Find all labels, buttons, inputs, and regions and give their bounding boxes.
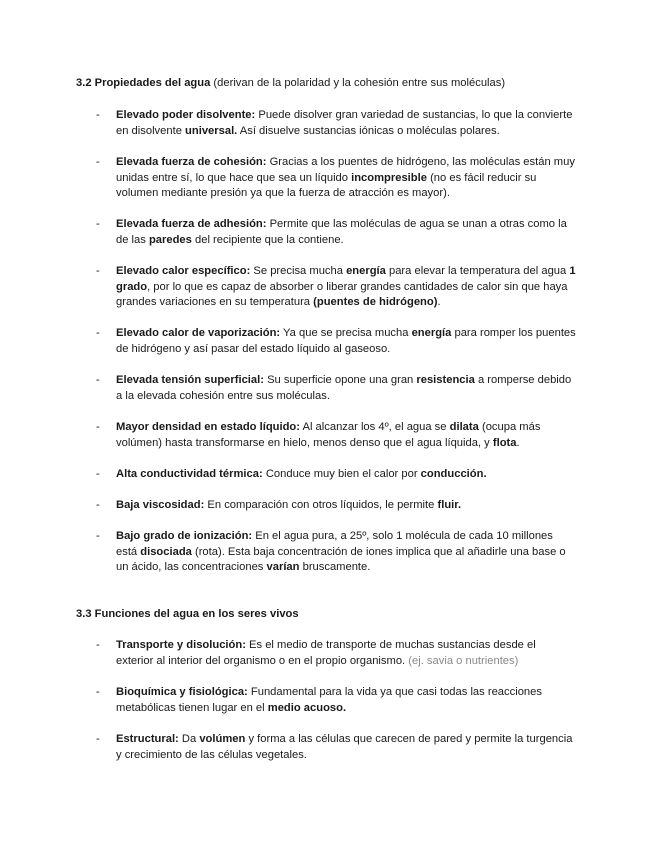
body-text: bruscamente. (299, 561, 371, 573)
list-item (96, 155, 576, 202)
item-text (116, 498, 576, 514)
bullet-dash: - (96, 156, 100, 168)
list-item (96, 108, 576, 139)
bullet-dash: - (96, 374, 100, 386)
item-term: Elevada fuerza de cohesión: (116, 156, 267, 168)
item-text (116, 108, 576, 139)
emphasis-text: conducción. (420, 468, 487, 480)
item-text (116, 467, 576, 483)
body-text: Permite que las moléculas de agua se unan a otras como la de las (116, 218, 567, 246)
emphasis-text: incompresible (351, 171, 427, 184)
body-text: . (437, 296, 441, 308)
bullet-dash: - (96, 499, 100, 511)
emphasis-text: disociada (140, 545, 192, 558)
emphasis-text: medio acuoso. (267, 701, 347, 714)
section-heading-functions (76, 607, 299, 623)
body-text: (ocupa más volúmen) hasta transformarse en hielo, menos denso que el agua líquida, y (116, 421, 541, 449)
emphasis-text: varían (266, 561, 300, 573)
section-title: 3.2 Propiedades del agua (76, 77, 211, 89)
item-text (116, 155, 576, 202)
item-term: Elevado calor específico: (116, 265, 251, 277)
item-term: Transporte y disolución: (116, 639, 246, 651)
emphasis-text: fluir. (437, 499, 462, 511)
item-text (116, 529, 576, 576)
item-term: Elevada tensión superficial: (116, 374, 264, 386)
list-item (96, 373, 576, 404)
item-text (116, 685, 576, 716)
item-text (116, 420, 576, 451)
body-text: Es el medio de transporte de muchas sustancias desde el exterior al interior del organismo o en el propio organismo. (116, 639, 536, 667)
item-text (116, 326, 576, 357)
list-item (96, 638, 576, 669)
body-text: del recipiente que la contiene. (191, 233, 344, 246)
emphasis-text: universal. (185, 124, 238, 137)
emphasis-text: energía (346, 265, 386, 277)
body-text: para romper los puentes de hidrógeno y así pasar del estado líquido al gaseoso. (116, 327, 576, 355)
list-item (96, 467, 576, 483)
section-subtitle: (derivan de la polaridad y la cohesión entre sus moléculas) (213, 77, 506, 89)
body-text: . (516, 436, 520, 449)
bullet-dash: - (96, 530, 100, 542)
bullet-dash: - (96, 265, 100, 277)
item-term: Bioquímica y fisiológica: (116, 686, 248, 698)
body-text: En el agua pura, a 25º, solo 1 molécula de cada 10 millones está (116, 530, 553, 558)
item-text (116, 217, 576, 248)
body-text: En comparación con otros líquidos, le permite (204, 499, 438, 511)
item-term: Baja viscosidad: (116, 499, 205, 511)
body-text: , por lo que es capaz de absorber o liberar grandes cantidades de calor sin que haya grandes variaciones en su temperatura (116, 280, 568, 308)
body-text: Así disuelve sustancias iónicas o moléculas polares. (237, 124, 500, 137)
body-text: Su superficie opone una gran (263, 374, 417, 386)
body-text: Conduce muy bien el calor por (262, 468, 421, 480)
list-item (96, 217, 576, 248)
emphasis-text: flota (492, 436, 517, 449)
emphasis-text: volúmen (199, 733, 246, 745)
body-text: para elevar la temperatura del agua (385, 265, 570, 277)
emphasis-text: dilata (449, 421, 479, 433)
bullet-dash: - (96, 421, 100, 433)
emphasis-text: resistencia (416, 374, 475, 386)
item-text (116, 264, 576, 311)
emphasis-text: paredes (148, 233, 192, 246)
emphasis-text: (puentes de hidrógeno) (313, 296, 438, 308)
emphasis-text: energía (411, 327, 452, 339)
list-item (96, 529, 576, 576)
body-text: Puede disolver gran variedad de sustancias, lo que la convierte en disolvente (116, 109, 573, 137)
body-text: a romperse debido a la elevada cohesión entre sus moléculas. (116, 374, 572, 402)
bullet-dash: - (96, 327, 100, 339)
item-term: Bajo grado de ionización: (116, 530, 253, 542)
body-text: (no es fácil reducir su volumen mediante presión ya que la fuerza de atracción es mayor). (116, 171, 537, 199)
body-text: y forma a las células que carecen de pared y permite la turgencia y crecimiento de las células vegetales. (116, 733, 573, 761)
note-text: (ej. savia o nutrientes) (408, 654, 519, 667)
body-text: (rota). Esta baja concentración de iones implica que al añadirle una base o un ácido, las concentraciones (116, 545, 566, 573)
body-text: Se precisa mucha (250, 265, 347, 277)
item-term: Elevado poder disolvente: (116, 109, 256, 121)
list-item (96, 420, 576, 451)
body-text: Fundamental para la vida ya que casi todas las reacciones metabólicas tienen lugar en el (116, 686, 542, 714)
bullet-dash: - (96, 109, 100, 121)
section-heading-properties (76, 76, 505, 92)
item-term: Alta conductividad térmica: (116, 468, 263, 480)
list-item (96, 732, 576, 763)
section-title: 3.3 Funciones del agua en los seres vivos (76, 608, 299, 620)
item-text (116, 373, 576, 404)
item-text (116, 732, 576, 763)
body-text: Gracias a los puentes de hidrógeno, las moléculas están muy unidas entre sí, lo que hace que sea un líquido (116, 156, 575, 184)
body-text: Da (178, 733, 200, 745)
list-item (96, 264, 576, 311)
bullet-dash: - (96, 218, 100, 230)
list-item (96, 326, 576, 357)
body-text: Ya que se precisa mucha (280, 327, 412, 339)
item-term: Elevado calor de vaporización: (116, 327, 281, 339)
bullet-dash: - (96, 468, 100, 480)
emphasis-text: 1 grado (116, 265, 576, 293)
item-term: Estructural: (116, 733, 179, 745)
item-term: Mayor densidad en estado líquido: (116, 421, 300, 433)
list-item (96, 498, 576, 514)
bullet-dash: - (96, 639, 100, 651)
bullet-dash: - (96, 733, 100, 745)
item-text (116, 638, 576, 669)
bullet-dash: - (96, 686, 100, 698)
list-item (96, 685, 576, 716)
item-term: Elevada fuerza de adhesión: (116, 218, 267, 230)
body-text: Al alcanzar los 4º, el agua se (300, 421, 450, 433)
